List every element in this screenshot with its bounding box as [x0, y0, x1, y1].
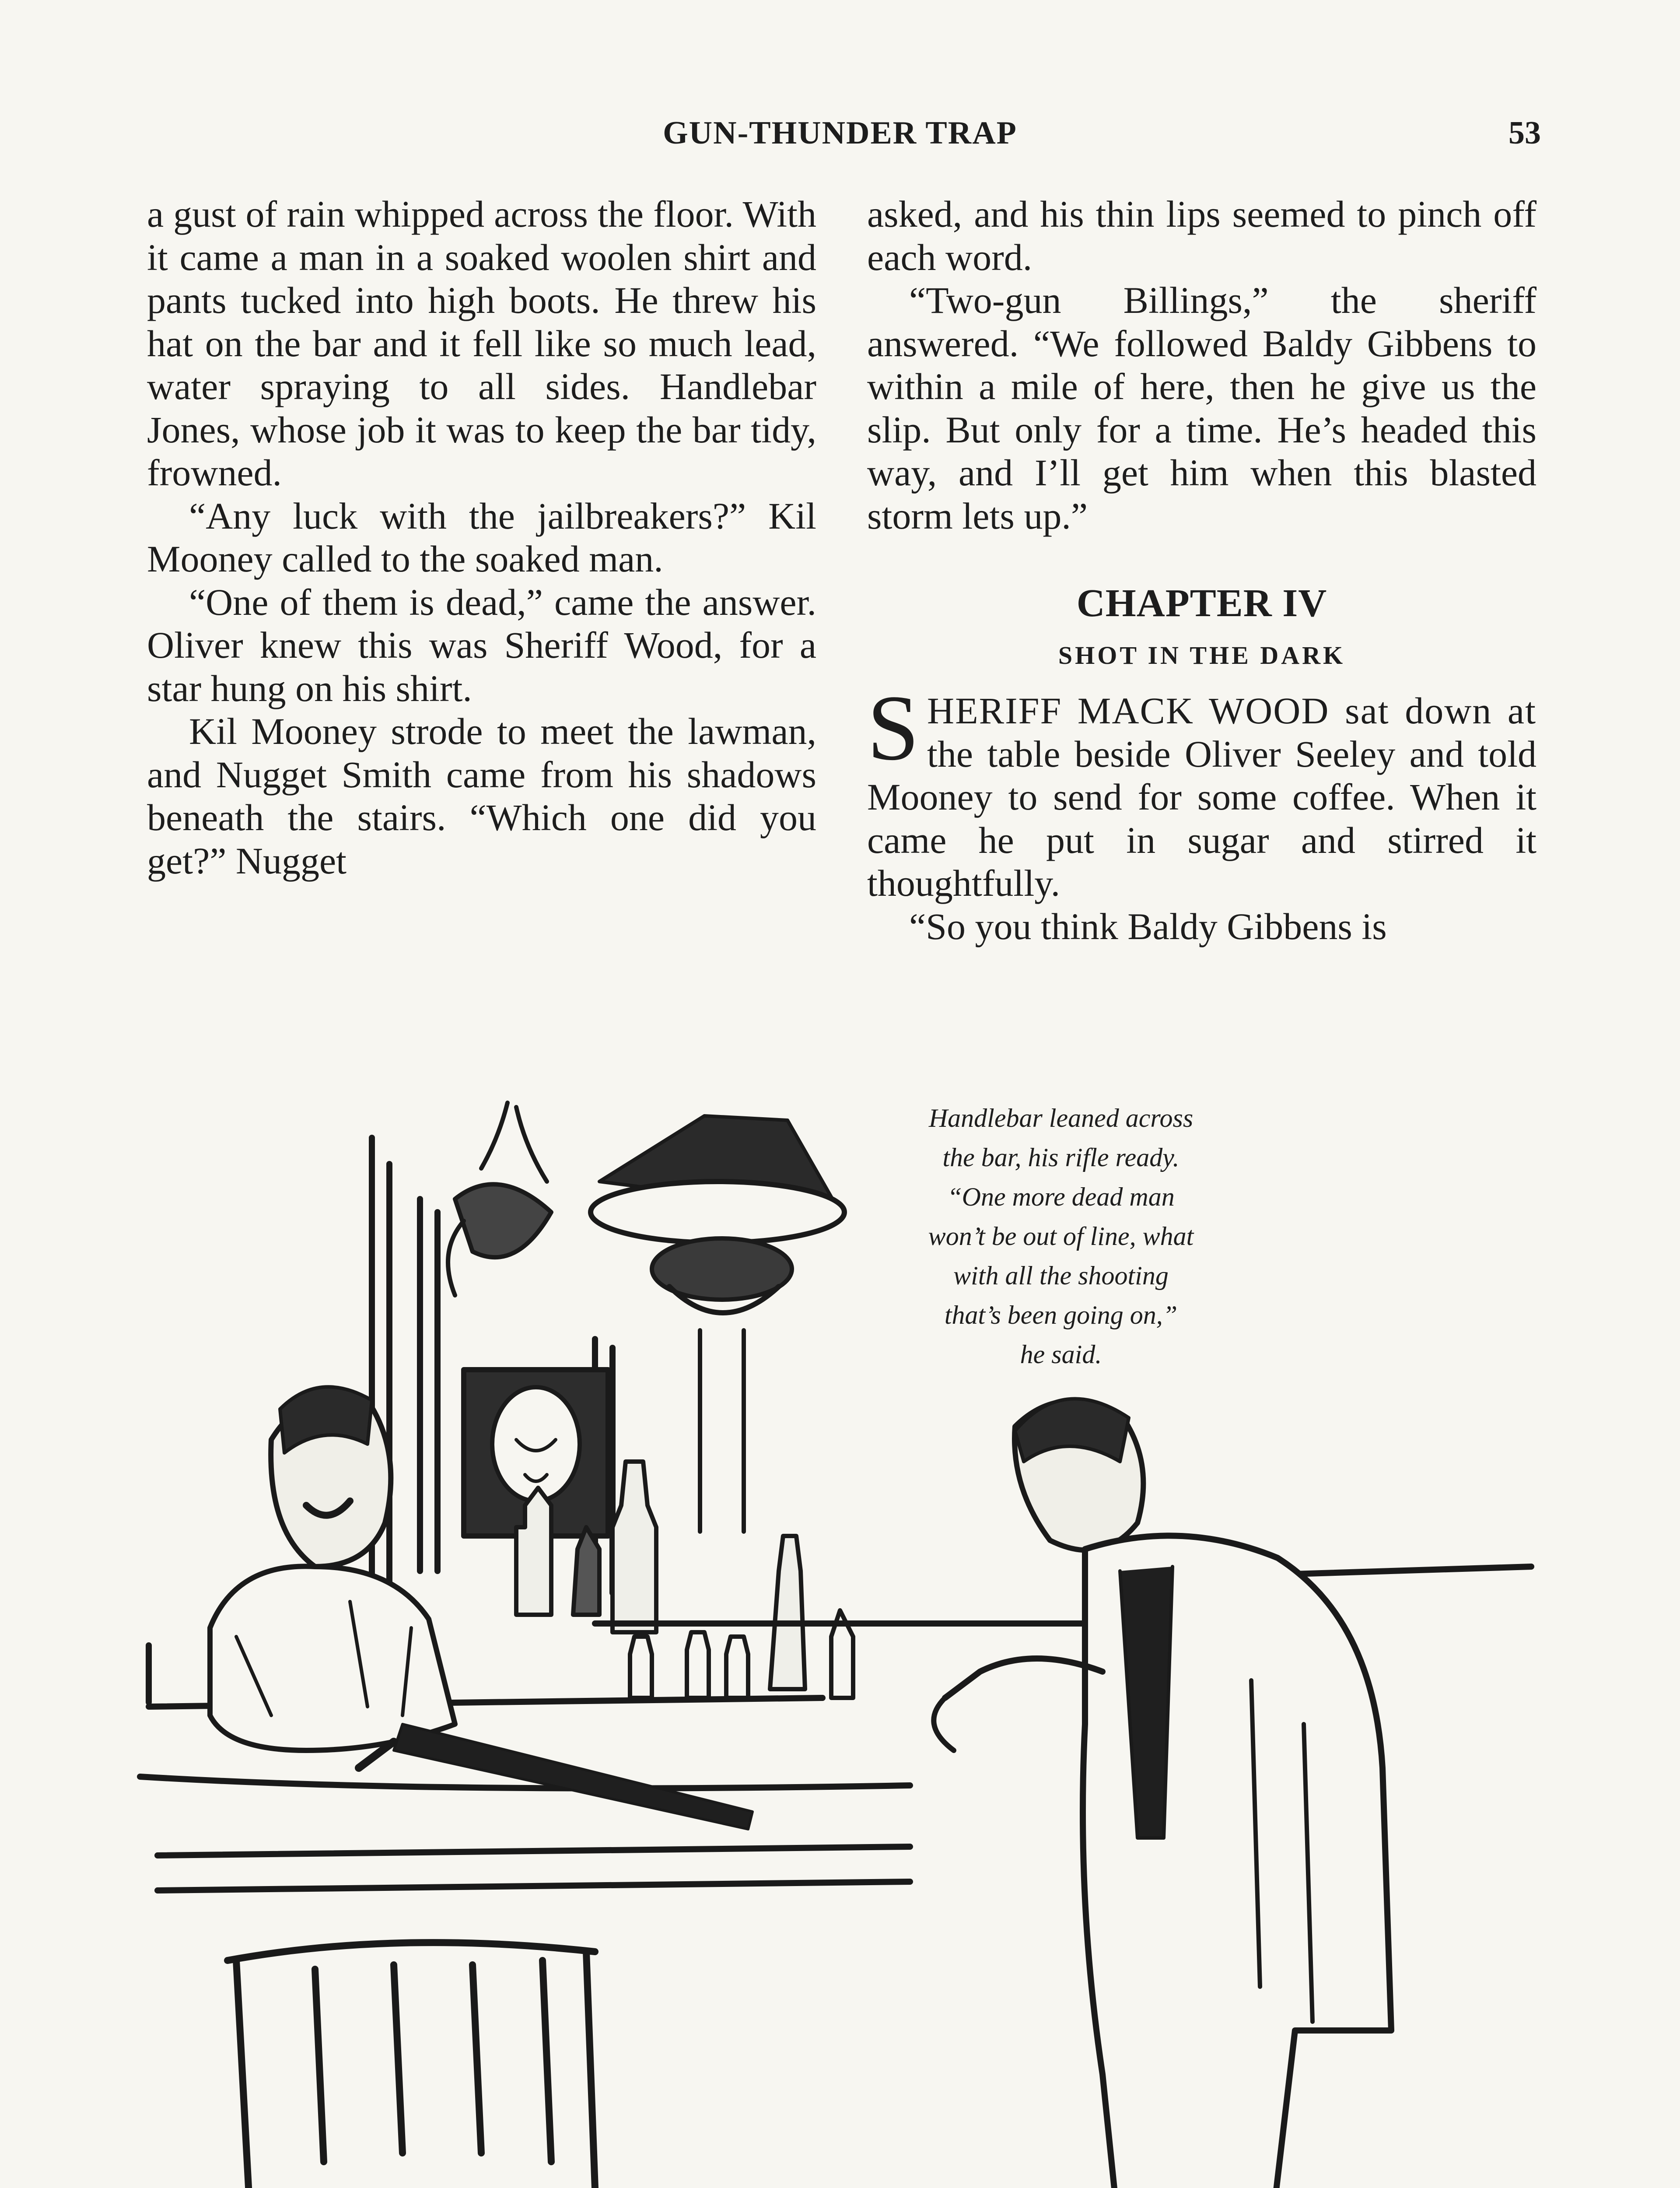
running-head: GUN-THUNDER TRAP [663, 115, 1017, 151]
caption-line: that’s been going on,” [944, 1301, 1178, 1329]
caption-line: he said. [1020, 1340, 1102, 1369]
paragraph-text: HERIFF MACK WOOD sat down at the table beside Oliver Seeley and told Mooney to send for some coffee. When it came he put in sugar and stirred it thoughtfully. [867, 690, 1536, 904]
paragraph: asked, and his thin lips seemed to pinch off each word. [867, 193, 1536, 278]
page-number: 53 [1508, 115, 1541, 151]
chapter-title: CHAPTER IV [1076, 582, 1327, 625]
rifle [359, 1724, 752, 1829]
caption-line: the bar, his rifle ready. [942, 1143, 1180, 1172]
caption-line: “One more dead man [947, 1182, 1175, 1211]
paragraph: “Any luck with the jailbreakers?” Kil Mooney called to the soaked man. [147, 494, 816, 580]
sheriff-figure [934, 1399, 1391, 2188]
paragraph: “Two-gun Billings,” the sheriff answered. “We followed Baldy Gibbens to within a mile of here, then he give us the slip. But only for a time. He’s headed this way, and I’ll get him when this blasted storm lets up.” [867, 279, 1536, 537]
paragraph: Kil Mooney strode to meet the lawman, and Nugget Smith came from his shadows beneath the stairs. “Which one did you get?” Nugget [147, 710, 816, 882]
drop-cap: S [867, 676, 920, 780]
hanging-plant [448, 1103, 551, 1295]
right-column [867, 193, 1536, 948]
illustration-caption [860, 1098, 1262, 1374]
chapter-opening-paragraph [867, 676, 1536, 905]
caption-line: won’t be out of line, what [928, 1222, 1194, 1251]
left-column [147, 193, 816, 882]
page-header [0, 115, 1680, 154]
paragraph: a gust of rain whipped across the floor. With it came a man in a soaked woolen shirt and pants tucked into high boots. He threw his hat on the bar and it fell like so much lead, water spraying to all sides. Handlebar Jones, whose job it was to keep the bar tidy, frowned. [147, 193, 816, 494]
caption-line: with all the shooting [953, 1261, 1169, 1290]
saloon-illustration [122, 1068, 1575, 2188]
saloon-chair [228, 1943, 595, 2188]
paragraph: “So you think Baldy Gibbens is [909, 905, 1387, 947]
caption-line: Handlebar leaned across [928, 1104, 1194, 1133]
paragraph: “One of them is dead,” came the answer. Oliver knew this was Sheriff Wood, for a star hung on his shirt. [147, 581, 816, 709]
chapter-subtitle: SHOT IN THE DARK [1058, 641, 1346, 670]
